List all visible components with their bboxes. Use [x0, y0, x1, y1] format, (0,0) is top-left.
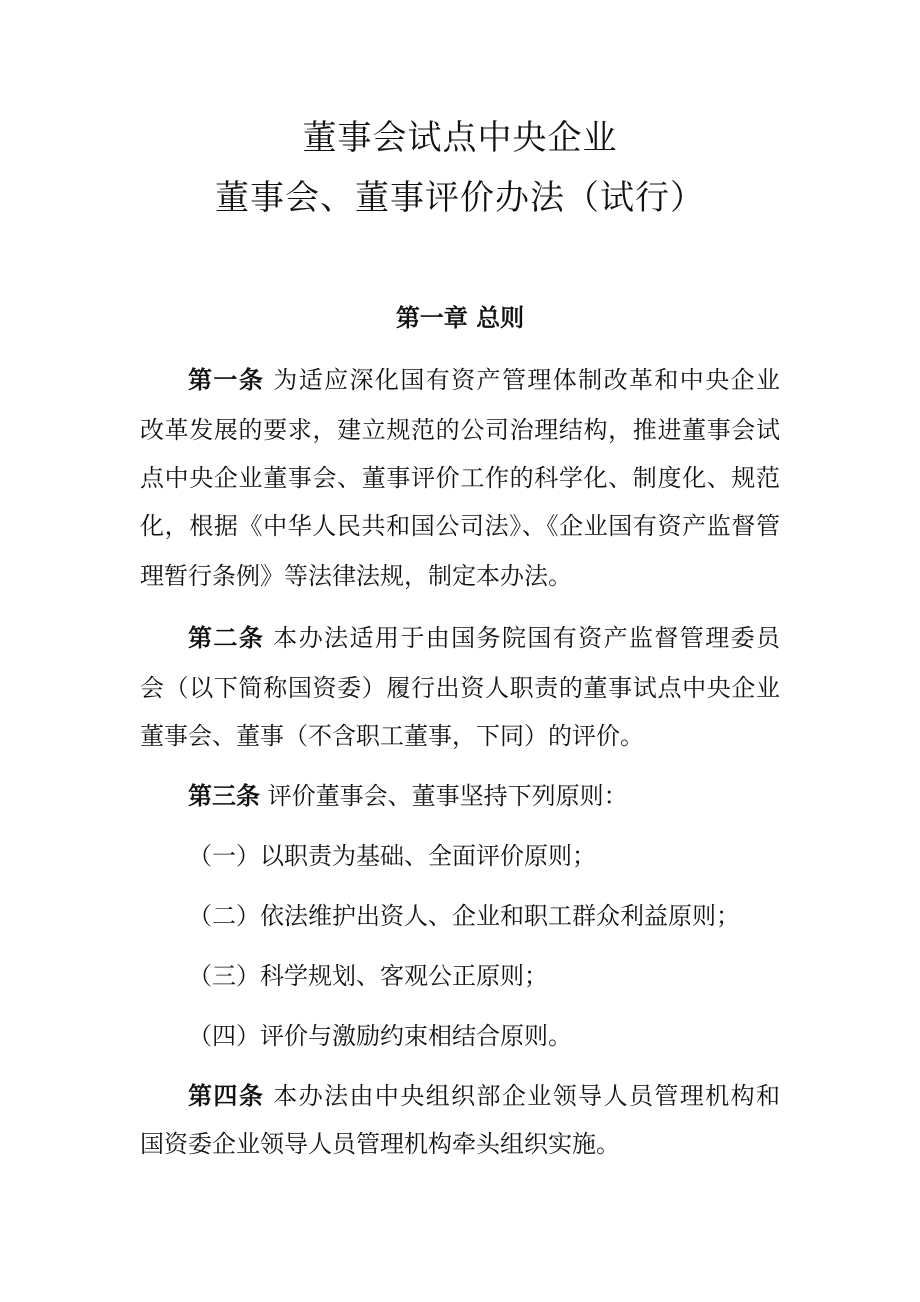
article-1-first-line	[188, 364, 780, 396]
article-3-item-3: （三）科学规划、客观公正原则；	[188, 962, 548, 990]
article-4-label: 第四条	[188, 1082, 265, 1110]
article-3-item-2: （二）依法维护出资人、企业和职工群众利益原则；	[188, 902, 740, 930]
article-3-item-4: （四）评价与激励约束相结合原则。	[188, 1022, 572, 1050]
article-1-line-4: 化，根据《中华人民共和国公司法》、《企业国有资产监督管	[140, 512, 780, 540]
article-3-label: 第三条	[188, 782, 260, 810]
article-4-line-1: 本办法由中央组织部企业领导人员管理机构和	[273, 1082, 781, 1110]
article-1-line-1: 为适应深化国有资产管理体制改革和中央企业	[273, 366, 781, 394]
article-2-line-1: 本办法适用于由国务院国有资产监督管理委员	[273, 624, 781, 652]
article-2-first-line	[188, 622, 780, 654]
document-title-line-2: 董事会、董事评价办法（试行）	[215, 178, 705, 218]
article-4-line-2: 国资委企业领导人员管理机构牵头组织实施。	[140, 1130, 620, 1158]
article-3-line-1: 评价董事会、董事坚持下列原则：	[267, 782, 628, 810]
article-1-line-3: 点中央企业董事会、董事评价工作的科学化、制度化、规范	[140, 464, 780, 492]
article-4-first-line	[188, 1080, 780, 1112]
article-3-item-1: （一）以职责为基础、全面评价原则；	[188, 842, 596, 870]
chapter-heading: 第一章 总则	[395, 304, 525, 332]
article-2-label: 第二条	[188, 624, 265, 652]
article-2-line-3: 董事会、董事（不含职工董事，下同）的评价。	[140, 722, 644, 750]
article-1-line-5: 理暂行条例》等法律法规，制定本办法。	[140, 562, 572, 590]
article-1-label: 第一条	[188, 366, 265, 394]
article-3-first-line	[188, 780, 780, 812]
article-1-line-2: 改革发展的要求，建立规范的公司治理结构，推进董事会试	[140, 416, 780, 444]
document-title-line-1: 董事会试点中央企业	[302, 118, 618, 158]
article-2-line-2: 会（以下简称国资委）履行出资人职责的董事试点中央企业	[140, 674, 780, 702]
